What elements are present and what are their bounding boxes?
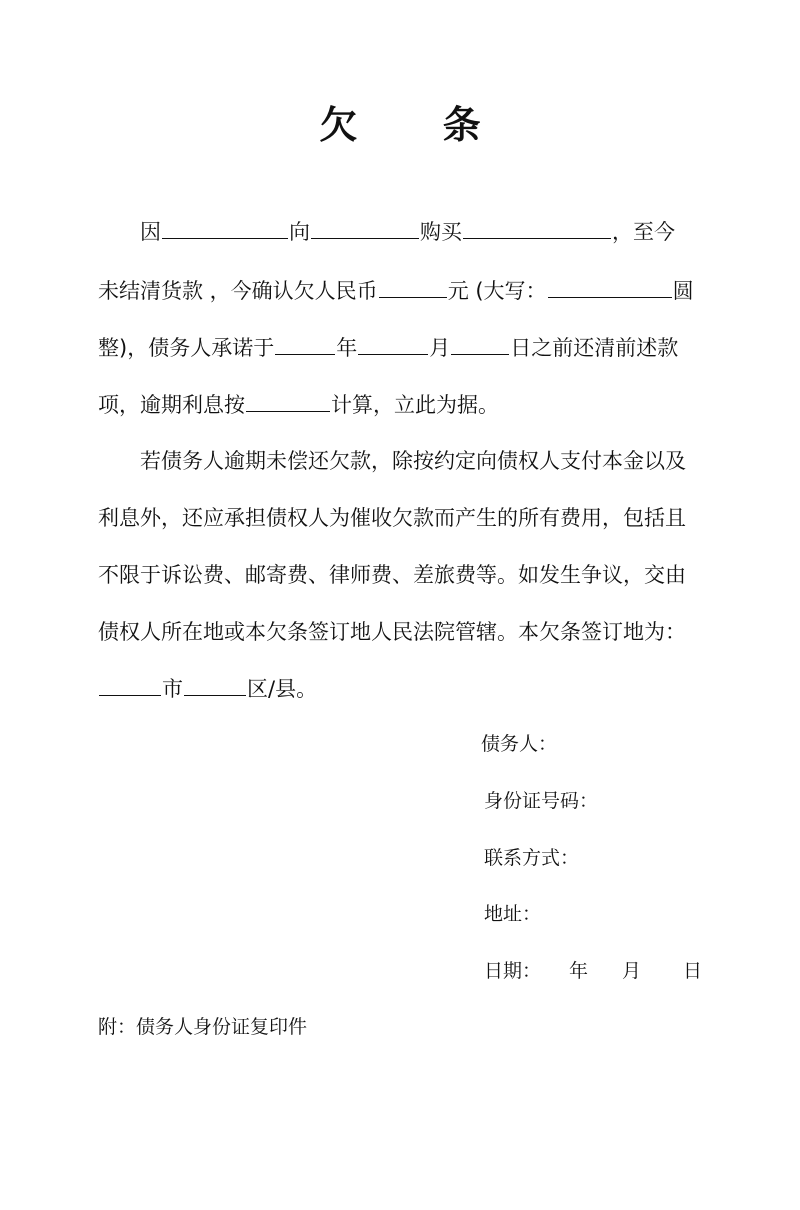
text-segment: 购买 <box>420 220 462 244</box>
date-day: 日 <box>683 960 703 982</box>
blank-field-creditor[interactable] <box>162 218 288 239</box>
text-segment: 项，逾期利息按 <box>98 393 245 417</box>
blank-field-day[interactable] <box>451 334 509 355</box>
text-segment: 圆 <box>672 279 694 303</box>
text-segment: 向 <box>289 220 310 244</box>
blank-field-year[interactable] <box>275 334 335 355</box>
blank-field-amount-capital[interactable] <box>548 277 672 298</box>
text-segment: 计算，立此为据。 <box>331 393 499 417</box>
paragraph1-line4 <box>98 390 499 420</box>
text-segment: 区/县。 <box>247 677 318 701</box>
text-segment: 因 <box>140 220 161 244</box>
id-number-label: 身份证号码： <box>484 790 599 812</box>
date-year: 年 <box>569 960 589 982</box>
date-label: 日期： <box>484 960 542 982</box>
paragraph2-line5 <box>98 674 317 704</box>
blank-field-city[interactable] <box>99 675 161 696</box>
blank-field-goods[interactable] <box>463 218 611 239</box>
blank-field-amount[interactable] <box>379 277 447 298</box>
text-segment: 日之前还清前述款 <box>510 336 679 360</box>
paragraph1-line1 <box>140 217 675 247</box>
paragraph2-line3: 不限于诉讼费、邮寄费、律师费、差旅费等。如发生争议，交由 <box>98 563 686 587</box>
paragraph2-line1: 若债务人逾期未偿还欠款，除按约定向债权人支付本金以及 <box>140 449 686 473</box>
text-segment: ，至今 <box>612 220 675 244</box>
attachment-note: 附：债务人身份证复印件 <box>98 1016 308 1038</box>
blank-field-seller[interactable] <box>311 218 419 239</box>
text-segment: 市 <box>162 677 183 701</box>
date-month: 月 <box>622 960 642 982</box>
blank-field-district[interactable] <box>184 675 246 696</box>
text-segment: 未结清货款 ，今确认欠人民币 <box>98 279 378 303</box>
paragraph2-line2: 利息外，还应承担债权人为催收欠款而产生的所有费用，包括且 <box>98 506 686 530</box>
text-segment: 月 <box>429 336 451 360</box>
text-segment: 整)，债务人承诺于 <box>98 336 275 360</box>
paragraph1-line2 <box>98 276 694 306</box>
paragraph1-line3 <box>98 333 678 363</box>
text-segment: 年 <box>336 336 358 360</box>
document-title: 欠 条 <box>319 103 517 147</box>
address-label: 地址： <box>484 903 542 925</box>
text-segment: 元 (大写： <box>447 279 547 303</box>
debtor-label: 债务人： <box>481 733 558 755</box>
paragraph2-line4: 债权人所在地或本欠条签订地人民法院管辖。本欠条签订地为： <box>98 620 686 644</box>
blank-field-month[interactable] <box>358 334 428 355</box>
blank-field-interest[interactable] <box>246 391 330 412</box>
contact-label: 联系方式： <box>484 847 580 869</box>
